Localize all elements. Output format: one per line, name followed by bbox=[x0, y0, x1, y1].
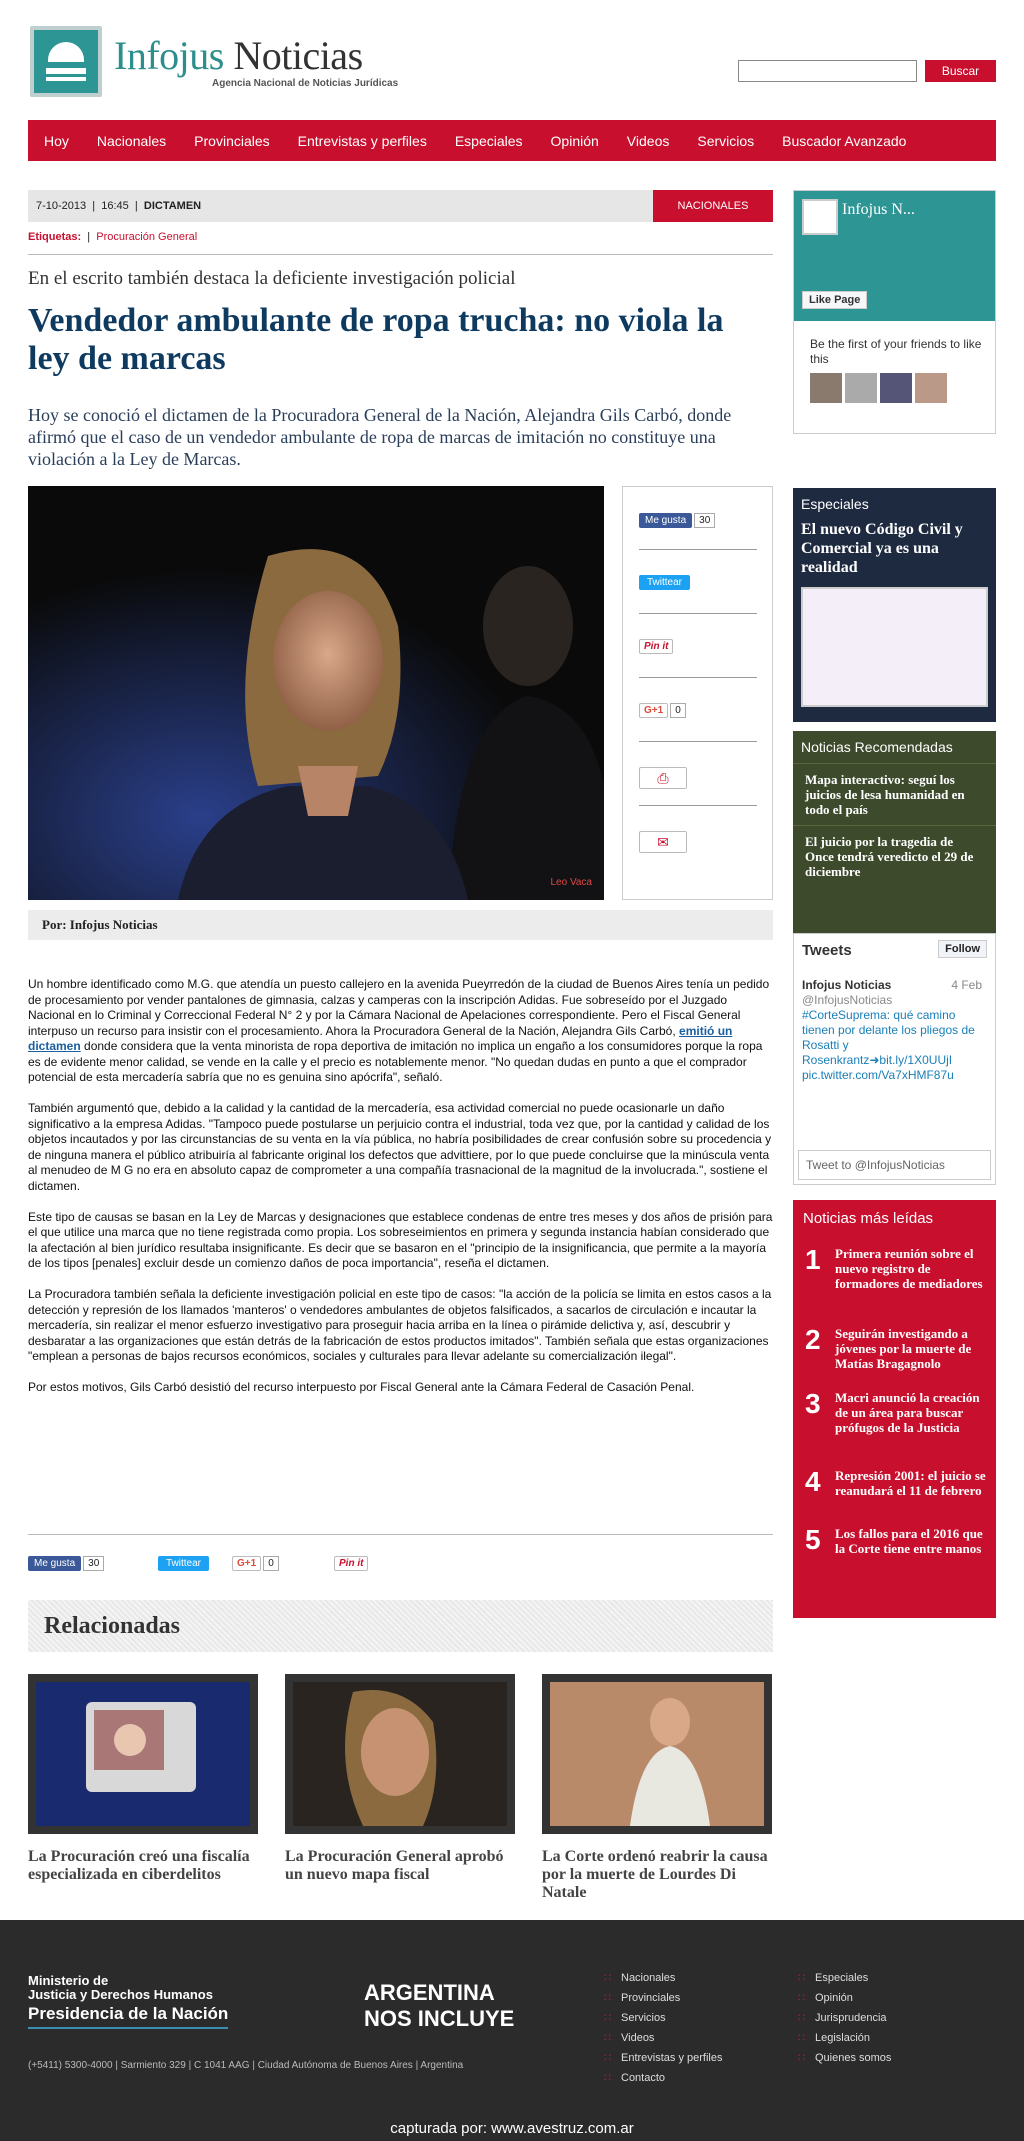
related-title[interactable]: La Corte ordenó reabrir la causa por la muerte de Lourdes Di Natale bbox=[542, 1848, 768, 1901]
footer-link[interactable]: ∷ Opinión bbox=[798, 1988, 891, 2008]
google-plus-button[interactable]: G+1 bbox=[639, 703, 668, 718]
share-panel bbox=[622, 486, 773, 900]
article-photo bbox=[28, 486, 604, 900]
nav-item-entrevistas[interactable]: Entrevistas y perfiles bbox=[297, 132, 427, 149]
search-input[interactable] bbox=[738, 60, 917, 82]
google-plus-count: 0 bbox=[670, 703, 686, 718]
footer-link[interactable]: ∷ Legislación bbox=[798, 2028, 891, 2048]
paragraph: Este tipo de causas se basan en la Ley de Marcas y designaciones que establece condenas de entre tres meses y dos años de prisión para el que utilice una marca que no tiene registrada como propia. Los sobreseimientos en primera y segunda instancia habían considerado que la afectación al bien jurídico resultaba insignificante. Es decir que se basaron en el "principio de la insignificancia, que permite a la mayoría de los tipos [penales] excluir desde un comienzo daños de poca importancia", reseña el dictamen. bbox=[28, 1209, 773, 1270]
article-lead: Hoy se conoció el dictamen de la Procuradora General de la Nación, Alejandra Gils Carbó, donde afirmó que el caso de un vendedor ambulante de ropa de marcas de imitación no constituye una violación a la Ley de Marcas. bbox=[28, 405, 732, 469]
tweet-handle: @InfojusNoticias bbox=[802, 993, 893, 1007]
nav-item-buscador[interactable]: Buscador Avanzado bbox=[782, 132, 907, 149]
ministry-name: Ministerio de Justicia y Derechos Humanos bbox=[28, 1973, 213, 2002]
footer-link[interactable]: ∷ Entrevistas y perfiles bbox=[604, 2048, 722, 2068]
site-logo-text[interactable]: Infojus Noticias bbox=[114, 33, 363, 78]
share-bar-bottom bbox=[28, 1556, 773, 1578]
article-body bbox=[28, 977, 773, 1411]
print-icon[interactable]: ⎙ bbox=[639, 767, 687, 789]
recomendadas-heading: Noticias Recomendadas bbox=[801, 739, 953, 755]
footer-links-col2 bbox=[798, 1968, 891, 2068]
related-thumbnail[interactable] bbox=[542, 1674, 772, 1834]
facebook-page-name[interactable]: Infojus N... bbox=[842, 201, 915, 218]
facebook-like-button[interactable]: Me gusta bbox=[639, 513, 692, 528]
paragraph: La Procuradora también señala la deficiente investigación policial en este tipo de casos: "la acción de la policía se limita en estos casos a la detección y represión de los llamados 'manteros' o vendedores ambulantes de objetos falsificados, a sacarlos de circulación e incautar la mercadería, sin realizar el menor esfuerzo investigativo para proseguir hacia arriba en la línea o pirámide delictiva y, así, descubrir y desbaratar a las organizaciones que están detrás de la fabricación de estos productos imitados". También señala que estas organizaciones "emplean a personas de bajos recursos económicos, sociales y culturales para llevar adelante su comercialización ilegal". bbox=[28, 1287, 772, 1363]
article-section: DICTAMEN bbox=[143, 200, 202, 212]
tags: Etiquetas: | Procuración General bbox=[28, 231, 198, 243]
facebook-count: 30 bbox=[694, 513, 715, 528]
tweets-heading: Tweets bbox=[802, 942, 852, 959]
especiales-image[interactable] bbox=[801, 587, 988, 707]
recomendada-item[interactable]: El juicio por la tragedia de Once tendrá veredicto el 29 de diciembre bbox=[793, 825, 996, 887]
facebook-like-page-button[interactable]: Like Page bbox=[802, 291, 867, 309]
nav-item-provinciales[interactable]: Provinciales bbox=[194, 132, 270, 149]
facebook-count: 30 bbox=[83, 1556, 104, 1571]
facebook-friend-avatars bbox=[810, 373, 947, 403]
mas-leidas-heading: Noticias más leídas bbox=[803, 1210, 934, 1227]
related-heading: Relacionadas bbox=[28, 1600, 773, 1652]
presidencia-logo: Presidencia de la Nación bbox=[28, 2004, 228, 2029]
nav-item-opinion[interactable]: Opinión bbox=[550, 132, 599, 149]
article-time: 16:45 bbox=[101, 200, 129, 212]
nav-item-nacionales[interactable]: Nacionales bbox=[96, 132, 167, 149]
related-item[interactable] bbox=[285, 1674, 515, 1884]
footer-link[interactable]: ∷ Jurisprudencia bbox=[798, 2008, 891, 2028]
related-thumbnail[interactable] bbox=[285, 1674, 515, 1834]
related-item[interactable] bbox=[542, 1674, 772, 1902]
email-icon[interactable]: ✉ bbox=[639, 831, 687, 853]
tweet-input[interactable]: Tweet to @InfojusNoticias bbox=[798, 1150, 991, 1180]
especiales-title[interactable]: El nuevo Código Civil y Comercial ya es una realidad bbox=[801, 521, 963, 576]
twitter-button[interactable]: Twittear bbox=[158, 1556, 209, 1571]
article-kicker: En el escrito también destaca la deficiente investigación policial bbox=[28, 268, 516, 289]
search-button[interactable]: Buscar bbox=[925, 60, 996, 82]
footer-link[interactable]: ∷ Videos bbox=[604, 2028, 722, 2048]
nav-item-especiales[interactable]: Especiales bbox=[454, 132, 523, 149]
section-tag[interactable]: NACIONALES bbox=[653, 190, 773, 222]
tweet-text[interactable]: #CorteSuprema: qué camino tienen por delante los pliegos de Rosatti y Rosenkrantz➜bit.ly/1X0UUjI pic.twitter.com/Va7xHMF87u bbox=[802, 1008, 975, 1082]
recomendadas-box bbox=[793, 731, 996, 933]
article-meta: 7-10-2013 | 16:45 | DICTAMEN NACIONALES bbox=[28, 190, 773, 222]
facebook-widget bbox=[793, 190, 996, 434]
divider bbox=[28, 1534, 773, 1535]
footer-link[interactable]: ∷ Contacto bbox=[604, 2068, 722, 2088]
tweet bbox=[802, 978, 982, 1083]
footer-address: (+5411) 5300-4000 | Sarmiento 329 | C 1041 AAG | Ciudad Autónoma de Buenos Aires | Argentina bbox=[28, 2060, 464, 2071]
paragraph: Un hombre identificado como M.G. que atendía un puesto callejero en la avenida Pueyrredón de la ciudad de Buenos Aires tenía un pedido de procesamiento por vender pantalones de gimnasia, calzas y camperas con la inscripción Adidas. Fue sobreseído por el Juzgado Nacional en lo Criminal y Correccional Federal N° 2 y por la Cámara Nacional de Apelaciones correspondiente. Pero el Fiscal General interpuso un recurso para insistir con el procesamiento. Ahora la Procuradora General de la Nación, Alejandra Gils Carbó, emitió un dictamen donde considera que la venta minorista de ropa deportiva de imitación no implica un engaño a los consumidores porque la ropa es de evidente menor calidad, se vende en la calle y el precio es notablemente menor. "No quedan dudas en punto a que el comprador potencial de esta mercadería sabría que no es genuina sino apócrifa", señaló. bbox=[28, 977, 770, 1084]
nav-item-hoy[interactable]: Hoy bbox=[44, 132, 69, 149]
tag-link[interactable]: Procuración General bbox=[96, 231, 198, 243]
twitter-button[interactable]: Twittear bbox=[639, 575, 690, 590]
footer-links-col1 bbox=[604, 1968, 722, 2088]
site-footer bbox=[0, 1920, 1024, 2141]
mas-leidas-box: Noticias más leídas 1 Primera reunión sobre el nuevo registro de formadores de mediadores 2 Seguirán investigando a jóvenes por la muerte de Matías Bragagnolo 3 Macri anunció la creación de un área para buscar prófugos de la Justicia 4 Represión 2001: el juicio se reanudará el 11 de febrero 5 Los fallos para el 2016 que la Corte tiene entre manos bbox=[793, 1200, 996, 1618]
footer-link[interactable]: ∷ Especiales bbox=[798, 1968, 891, 1988]
related-title[interactable]: La Procuración creó una fiscalía especializada en ciberdelitos bbox=[28, 1848, 250, 1883]
especiales-heading: Especiales bbox=[801, 496, 869, 512]
article-byline: Por: Infojus Noticias bbox=[28, 910, 773, 940]
twitter-follow-button[interactable]: Follow bbox=[938, 940, 987, 958]
argentina-logo: ARGENTINA NOS INCLUYE bbox=[364, 1980, 515, 2031]
footer-link[interactable]: ∷ Quienes somos bbox=[798, 2048, 891, 2068]
nav-item-videos[interactable]: Videos bbox=[626, 132, 670, 149]
related-title[interactable]: La Procuración General aprobó un nuevo mapa fiscal bbox=[285, 1848, 504, 1883]
paragraph: Por estos motivos, Gils Carbó desistió del recurso interpuesto por Fiscal General ante la Cámara Federal de Casación Penal. bbox=[28, 1380, 695, 1394]
footer-link[interactable]: ∷ Nacionales bbox=[604, 1968, 722, 1988]
logo-icon bbox=[802, 199, 838, 235]
main-nav bbox=[28, 120, 996, 161]
tweet-date: 4 Feb bbox=[951, 978, 982, 992]
footer-link[interactable]: ∷ Provinciales bbox=[604, 1988, 722, 2008]
related-item[interactable] bbox=[28, 1674, 258, 1884]
google-plus-button[interactable]: G+1 bbox=[232, 1556, 261, 1571]
tweet-user[interactable]: Infojus Noticias bbox=[802, 978, 892, 992]
nav-item-servicios[interactable]: Servicios bbox=[697, 132, 755, 149]
capture-credit: capturada por: www.avestruz.com.ar bbox=[390, 2120, 634, 2137]
especiales-box[interactable] bbox=[793, 488, 996, 722]
logo-icon[interactable] bbox=[30, 26, 102, 97]
article-date: 7-10-2013 bbox=[36, 200, 87, 212]
site-header bbox=[28, 22, 996, 102]
tags-label: Etiquetas: bbox=[28, 231, 82, 243]
facebook-friends-text: Be the first of your friends to like this bbox=[810, 337, 982, 366]
google-plus-count: 0 bbox=[263, 1556, 279, 1571]
divider bbox=[28, 254, 773, 255]
recomendada-item[interactable]: Mapa interactivo: seguí los juicios de lesa humanidad en todo el país bbox=[793, 763, 996, 825]
article-title: Vendedor ambulante de ropa trucha: no viola la ley de marcas bbox=[28, 302, 724, 377]
related-thumbnail[interactable] bbox=[28, 1674, 258, 1834]
pinterest-button[interactable]: Pin it bbox=[334, 1556, 368, 1571]
facebook-share[interactable] bbox=[639, 513, 715, 528]
facebook-like-button[interactable]: Me gusta bbox=[28, 1556, 81, 1571]
footer-link[interactable]: ∷ Servicios bbox=[604, 2008, 722, 2028]
site-logo-subtitle: Agencia Nacional de Noticias Jurídicas bbox=[212, 78, 399, 89]
photo-credit: Leo Vaca bbox=[550, 877, 592, 888]
paragraph: También argumentó que, debido a la calidad y la cantidad de la mercadería, esa actividad comercial no puede ocasionarle un daño significativo a la empresa Adidas. "Tampoco puede postularse un perjuicio contra el industrial, toda vez que, por la cantidad y calidad de los objetos incautados y por las circunstancias de su venta en la vía pública, no habría posibilidades de crear confusión sobre su procedencia y de ninguna manera el público atribuiría al fabricante original los defectos que advittiere, por lo que puede concluirse que la minúscula venta al menudeo de M G no era en absoluto capaz de comprometer a una compañía trasnacional de la magnitud de la involucrada.", sostiene el dictamen. bbox=[28, 1101, 772, 1193]
dictamen-link[interactable]: emitió un dictamen bbox=[28, 1023, 733, 1053]
twitter-widget bbox=[793, 933, 996, 1185]
pinterest-button[interactable]: Pin it bbox=[639, 639, 673, 654]
